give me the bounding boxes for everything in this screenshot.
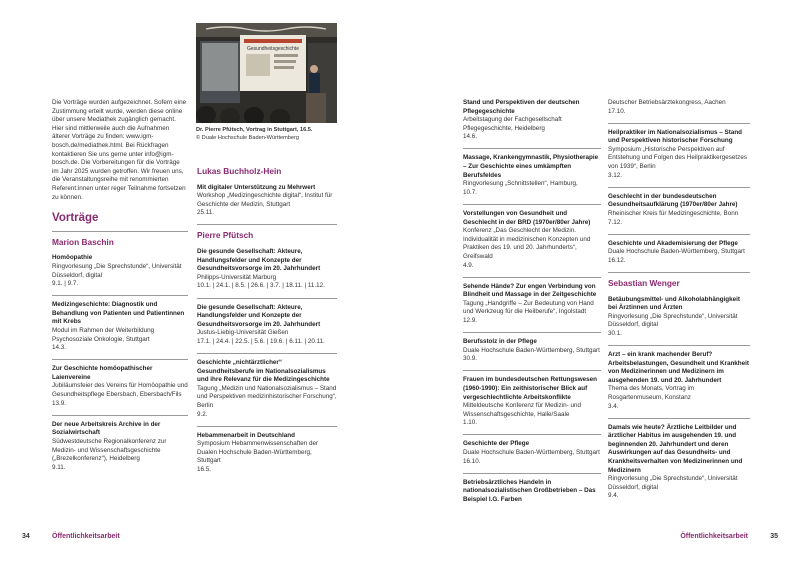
divider xyxy=(608,123,750,124)
lecture-title: Massage, Krankengymnastik, Physiotherapie – Zur Geschichte eines umkämpften Berufsfeldes xyxy=(463,154,599,179)
lecture-entry xyxy=(463,99,601,142)
photo-caption xyxy=(196,127,338,142)
lecture-title: Die gesunde Gesellschaft: Akteure, Handlungsfelder und Konzepte der Gesundheitsvorsorge im 20. Jahrhundert xyxy=(197,248,321,273)
divider xyxy=(608,272,750,273)
lecture-details: Philipps-Universität Marburg xyxy=(197,273,277,281)
lecture-details: Ringvorlesung „Die Sprechstunde“, Universität Düsseldorf, digital xyxy=(52,262,182,279)
lecture-photo xyxy=(196,23,337,123)
lecture-details: Duale Hochschule Baden-Württemberg, Stuttgart xyxy=(608,248,745,256)
lecture-dates: 10.7. xyxy=(463,188,478,196)
lecture-details: Tagung „Medizin und Nationalsozialismus – Stand und Perspektiven medizinhistorischer Forschung“, Berlin xyxy=(197,384,337,409)
lecture-entry xyxy=(608,424,750,501)
lecture-details: Duale Hochschule Baden-Württemberg, Stuttgart xyxy=(463,346,600,354)
lecture-dates: 13.9. xyxy=(52,399,67,407)
lecture-entry xyxy=(197,432,337,475)
lecture-dates: 30.1. xyxy=(608,329,623,337)
lecture-entry xyxy=(197,248,337,291)
lecture-title: Vorstellungen von Gesundheit und Geschlecht in der BRD (1970er/80er Jahre) xyxy=(463,209,591,226)
lecture-details: Symposium Hebammenwissenschaften der Dualen Hochschule Baden-Württemberg, Stuttgart xyxy=(197,440,319,465)
divider xyxy=(52,231,188,232)
divider xyxy=(197,298,337,299)
person-name: Sebastian Wenger xyxy=(608,277,680,288)
lecture-title: Geschichte und Akademisierung der Pflege xyxy=(608,239,738,247)
divider xyxy=(608,345,750,346)
lecture-entry xyxy=(463,479,601,505)
divider xyxy=(463,277,601,278)
lecture-details: Justus-Liebig-Universität Gießen xyxy=(197,329,289,337)
lecture-entry xyxy=(52,301,188,353)
lecture-details: Symposium „Historische Perspektiven auf Entstehung und Folgen des Heilpraktikergesetzes von 1939“, Berlin xyxy=(608,145,747,171)
lecture-details: Deutscher Betriebsärztekongress, Aachen xyxy=(608,99,726,106)
footer-title-left: Öffentlichkeitsarbeit xyxy=(52,533,120,540)
lecture-title: Die gesunde Gesellschaft: Akteure, Handlungsfelder und Konzepte der Gesundheitsvorsorge im 20. Jahrhundert xyxy=(197,303,321,328)
lecture-dates: 14.6. xyxy=(463,133,478,141)
lecture-title: Medizingeschichte: Diagnostik und Behandlung von Patienten und Patientinnen mit Krebs xyxy=(52,301,185,326)
lecture-title: Frauen im bundesdeutschen Rettungswesen (1960-1990): Ein zeithistorischer Blick auf vergeschlechtlichte Arbeitskonflikte xyxy=(463,376,598,401)
column-4 xyxy=(608,99,750,507)
lecture-entry xyxy=(463,440,601,466)
lecture-title: Betäubungsmittel- und Alkoholabhängigkeit bei Ärztinnen und Ärzten xyxy=(608,295,741,312)
lecture-entry xyxy=(197,359,337,419)
lecture-entry xyxy=(608,193,750,227)
intro-text: Die Vorträge wurden aufgezeichnet. Sofern eine Zustimmung erteilt wurde, werden diese online über unsere Mediathek zugänglich gemacht. Hier sind mittlerweile auch die Aufnahmen älterer Vorträge zu finden: www.igm-bosch.de/mediathek.html. Bei Rückfragen kontaktieren Sie uns gerne unter info@igm-bosch.de. Die Vorbereitungen für die Vorträge im Jahr 2025 wurden getroffen. Wir freuen uns, die Veranstaltungsreihe mit renommierten Referent:innen unter reger Teilnahme fortsetzen zu können. xyxy=(52,99,187,201)
lecture-dates: 12.9. xyxy=(463,316,478,324)
lecture-title: Mit digitaler Unterstützung zu Mehrwert xyxy=(197,183,316,191)
lecture-title: Der neue Arbeitskreis Archive in der Sozialwirtschaft xyxy=(52,420,161,437)
lecture-details: Ringvorlesung „Die Sprechstunde“, Universität Düsseldorf, digital xyxy=(608,312,738,329)
lecture-dates: 3.12. xyxy=(608,171,623,179)
lecture-details: Arbeitstagung der Fachgesellschaft Pflegegeschichte, Heidelberg xyxy=(463,116,562,132)
divider xyxy=(608,234,750,235)
lecture-title: Damals wie heute? Ärztliche Leitbilder und ärztlicher Habitus im ausgehenden 19. und beginnenden 20. Jahrhundert und deren Auswirkungen auf das Gesundheits- und Krankheitsverhalten von Medizinerinnen und Medizinern xyxy=(608,423,743,474)
lecture-dates: 30.9. xyxy=(463,355,478,363)
divider xyxy=(463,370,601,371)
lecture-dates: 9.1. | 9.7. xyxy=(52,280,79,288)
lecture-details: Workshop „Medizingeschichte digital“, Institut für Geschichte der Medizin, Stuttgart xyxy=(197,192,333,208)
lecture-entry xyxy=(197,304,337,347)
column-2 xyxy=(197,161,337,481)
lecture-entry xyxy=(463,283,601,326)
footer-title-right: Öffentlichkeitsarbeit xyxy=(680,533,748,540)
lecture-dates: 9.4. xyxy=(608,492,619,500)
lecture-dates: 25.11. xyxy=(197,209,215,217)
lecture-entry-continued xyxy=(608,99,750,116)
lecture-dates: 4.9. xyxy=(463,261,474,269)
divider xyxy=(463,434,601,435)
slide-title: Gesundheitsgeschichte xyxy=(247,46,299,52)
column-1 xyxy=(52,99,188,479)
divider xyxy=(463,473,601,474)
lecture-details: Ringvorlesung „Die Sprechstunde“, Universität Düsseldorf, digital xyxy=(608,475,738,491)
lecture-details: Ringvorlesung „Schnittstellen“, Hamburg, xyxy=(463,180,578,188)
section-title: Vorträge xyxy=(52,212,99,225)
divider xyxy=(463,148,601,149)
lecture-dates: 14.3. xyxy=(52,344,67,352)
page-number-right: 35 xyxy=(770,533,778,540)
lecture-title: Zur Geschichte homöopathischer Laienvereine xyxy=(52,365,153,381)
right-page xyxy=(400,0,800,566)
lecture-title: Heilpraktiker im Nationalsozialismus – Stand und Perspektiven historischer Forschung xyxy=(608,128,743,145)
lecture-title: Hebammenarbeit in Deutschland xyxy=(197,431,295,439)
lecture-dates: 17.10. xyxy=(608,107,626,115)
lecture-entry xyxy=(608,240,750,266)
lecture-dates: 3.4. xyxy=(608,402,619,410)
divider xyxy=(197,426,337,427)
divider xyxy=(463,204,601,205)
person-name: Pierre Pfütsch xyxy=(197,230,254,241)
lecture-title: Geschichte der Pflege xyxy=(463,440,530,448)
lecture-dates: 1.10. xyxy=(463,419,478,427)
divider xyxy=(197,353,337,354)
lecture-dates: 16.5. xyxy=(197,466,212,474)
lecture-entry xyxy=(52,421,188,473)
lecture-entry xyxy=(197,184,337,218)
photo-caption-title: Dr. Pierre Pfütsch, Vortrag in Stuttgart, 16.5. xyxy=(196,127,313,133)
divider xyxy=(52,415,188,416)
lecture-entry xyxy=(52,254,188,288)
lecture-entry xyxy=(608,296,750,339)
column-3 xyxy=(463,99,601,511)
lecture-title: Berufsstolz in der Pflege xyxy=(463,338,537,346)
lecture-entry xyxy=(463,338,601,364)
lecture-details: Konferenz „Das Geschlecht der Medizin. Individualität in medizinischen Konzepten und Praktiken des 19. und 20. Jahrhunderts“, Greifswald xyxy=(463,227,591,260)
lecture-dates: 9.2. xyxy=(197,410,208,418)
lecture-dates: 17.1. | 24.4. | 22.5. | 5.6. | 19.6. | 6.11. | 20.11. xyxy=(197,337,325,345)
lecture-entry xyxy=(463,210,601,270)
lecture-dates: 7.12. xyxy=(608,218,623,226)
lecture-details: Tagung „Handgriffe – Zur Bedeutung von Hand und Werkzeug für die Heilberufe“, Ingolstadt xyxy=(463,299,594,316)
lecture-dates: 16.12. xyxy=(608,256,626,264)
lecture-dates: 16.10. xyxy=(463,457,481,465)
lecture-details: Thema des Monats, Vortrag im Rosgartenmuseum, Konstanz xyxy=(608,385,695,401)
lecture-title: Geschlecht in der bundesdeutschen Gesundheitsaufklärung (1970er/80er Jahre) xyxy=(608,192,738,209)
lecture-dates: 10.1. | 24.1. | 8.5. | 26.6. | 3.7. | 18.11. | 11.12. xyxy=(197,282,325,290)
lecture-title: Stand und Perspektiven der deutschen Pflegegeschichte xyxy=(463,99,580,115)
lecture-dates: 9.11. xyxy=(52,463,66,471)
lecture-details: Jubiläumsfeier des Vereins für Homöopathie und Gesundheitspflege Ebersbach, Ebersbach/Fils xyxy=(52,382,188,399)
lecture-entry xyxy=(463,376,601,428)
divider xyxy=(463,332,601,333)
page-number-left: 34 xyxy=(22,533,30,540)
lecture-details: Duale Hochschule Baden-Württemberg, Stuttgart xyxy=(463,449,600,456)
lecture-entry xyxy=(463,154,601,197)
lecture-entry xyxy=(52,365,188,408)
lecture-details: Südwestdeutsche Regionalkonferenz zur Medizin- und Wissenschaftsgeschichte („Brezelkonferenz“), Heidelberg xyxy=(52,437,167,463)
lecture-details: Rheinischer Kreis für Medizingeschichte, Bonn xyxy=(608,209,739,217)
photo-caption-credit: © Duale Hochschule Baden-Württemberg xyxy=(196,134,299,141)
lecture-title: Betriebsärztliches Handeln in nationalsozialistischen Großbetrieben – Das Beispiel I.G. Farben xyxy=(463,478,596,503)
lecture-title: Arzt – ein krank machender Beruf? Arbeitsbelastungen, Gesundheit und Krankheit von Medizinerinnen und Medizinern im ausgehenden 19. und 20. Jahrhundert xyxy=(608,350,749,384)
divider xyxy=(52,295,188,296)
lecture-details: Mitteldeutsche Konferenz für Medizin- und Wissenschaftsgeschichte, Halle/Saale xyxy=(463,402,581,418)
divider xyxy=(52,359,188,360)
lecture-entry xyxy=(608,129,750,181)
lecture-title: Geschichte „nichtärztlicher“ Gesundheitsberufe im Nationalsozialismus und ihre Relevanz für die Medizingeschichte xyxy=(197,359,330,384)
lecture-title: Homöopathie xyxy=(52,254,93,262)
lecture-title: Sehende Hände? Zur engen Verbindung von Blindheit und Massage in der Zeitgeschichte xyxy=(463,282,597,299)
divider xyxy=(197,224,337,225)
divider xyxy=(608,418,750,419)
lecture-photo-illustration xyxy=(196,23,337,123)
lecture-details: Modul im Rahmen der Weiterbildung Psychosoziale Onkologie, Stuttgart xyxy=(52,326,155,343)
person-name: Lukas Buchholz-Hein xyxy=(197,166,282,176)
person-name: Marion Baschin xyxy=(52,236,114,247)
lecture-entry xyxy=(608,351,750,411)
divider xyxy=(608,187,750,188)
